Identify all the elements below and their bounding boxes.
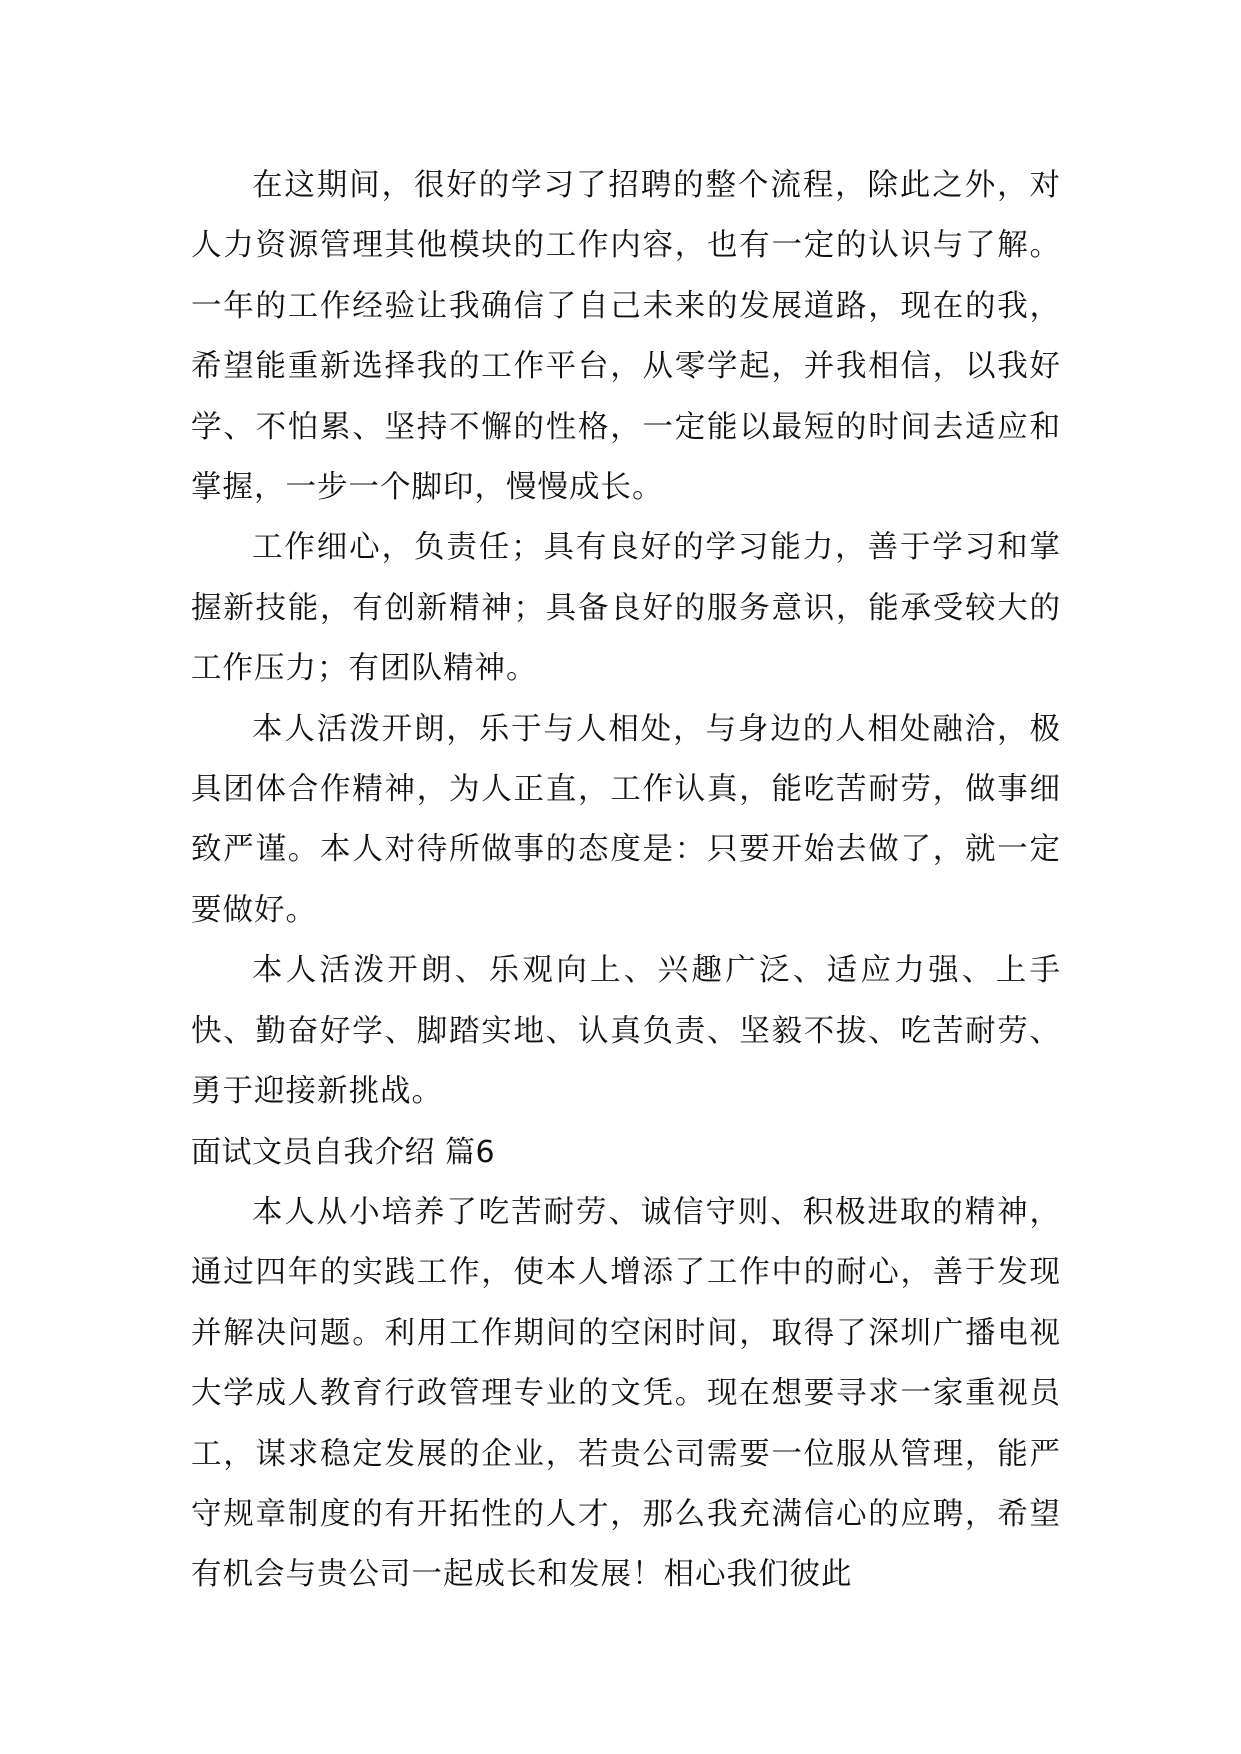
paragraph-traits-list: 本人活泼开朗、乐观向上、兴趣广泛、适应力强、上手快、勤奋好学、脚踏实地、认真负责、坚毅不拔、吃苦耐劳、勇于迎接新挑战。 xyxy=(191,953,1061,1110)
paragraph-self-introduction: 本人从小培养了吃苦耐劳、诚信守则、积极进取的精神，通过四年的实践工作，使本人增添了工作中的耐心，善于发现并解决问题。利用工作期间的空闲时间，取得了深圳广播电视大学成人教育行政管理专业的文凭。现在想要寻求一家重视员工，谋求稳定发展的企业，若贵公司需要一位服从管理，能严守规章制度的有开拓性的人才，那么我充满信心的应聘，希望有机会与贵公司一起成长和发展！相心我们彼此 xyxy=(191,1194,1061,1593)
document-body xyxy=(191,156,1061,1606)
paragraph-work-qualities: 工作细心，负责任；具有良好的学习能力，善于学习和掌握新技能，有创新精神；具备良好的服务意识，能承受较大的工作压力；有团队精神。 xyxy=(191,530,1061,687)
paragraph-recruitment-experience: 在这期间，很好的学习了招聘的整个流程，除此之外，对人力资源管理其他模块的工作内容，也有一定的认识与了解。一年的工作经验让我确信了自己未来的发展道路，现在的我，希望能重新选择我的工作平台，从零学起，并我相信，以我好学、不怕累、坚持不懈的性格，一定能以最短的时间去适应和掌握，一步一个脚印，慢慢成长。 xyxy=(191,168,1061,506)
paragraph-personality: 本人活泼开朗，乐于与人相处，与身边的人相处融洽，极具团体合作精神，为人正直，工作认真，能吃苦耐劳，做事细致严谨。本人对待所做事的态度是：只要开始去做了，就一定要做好。 xyxy=(191,711,1061,928)
section-heading: 面试文员自我介绍 篇6 xyxy=(191,1134,496,1170)
